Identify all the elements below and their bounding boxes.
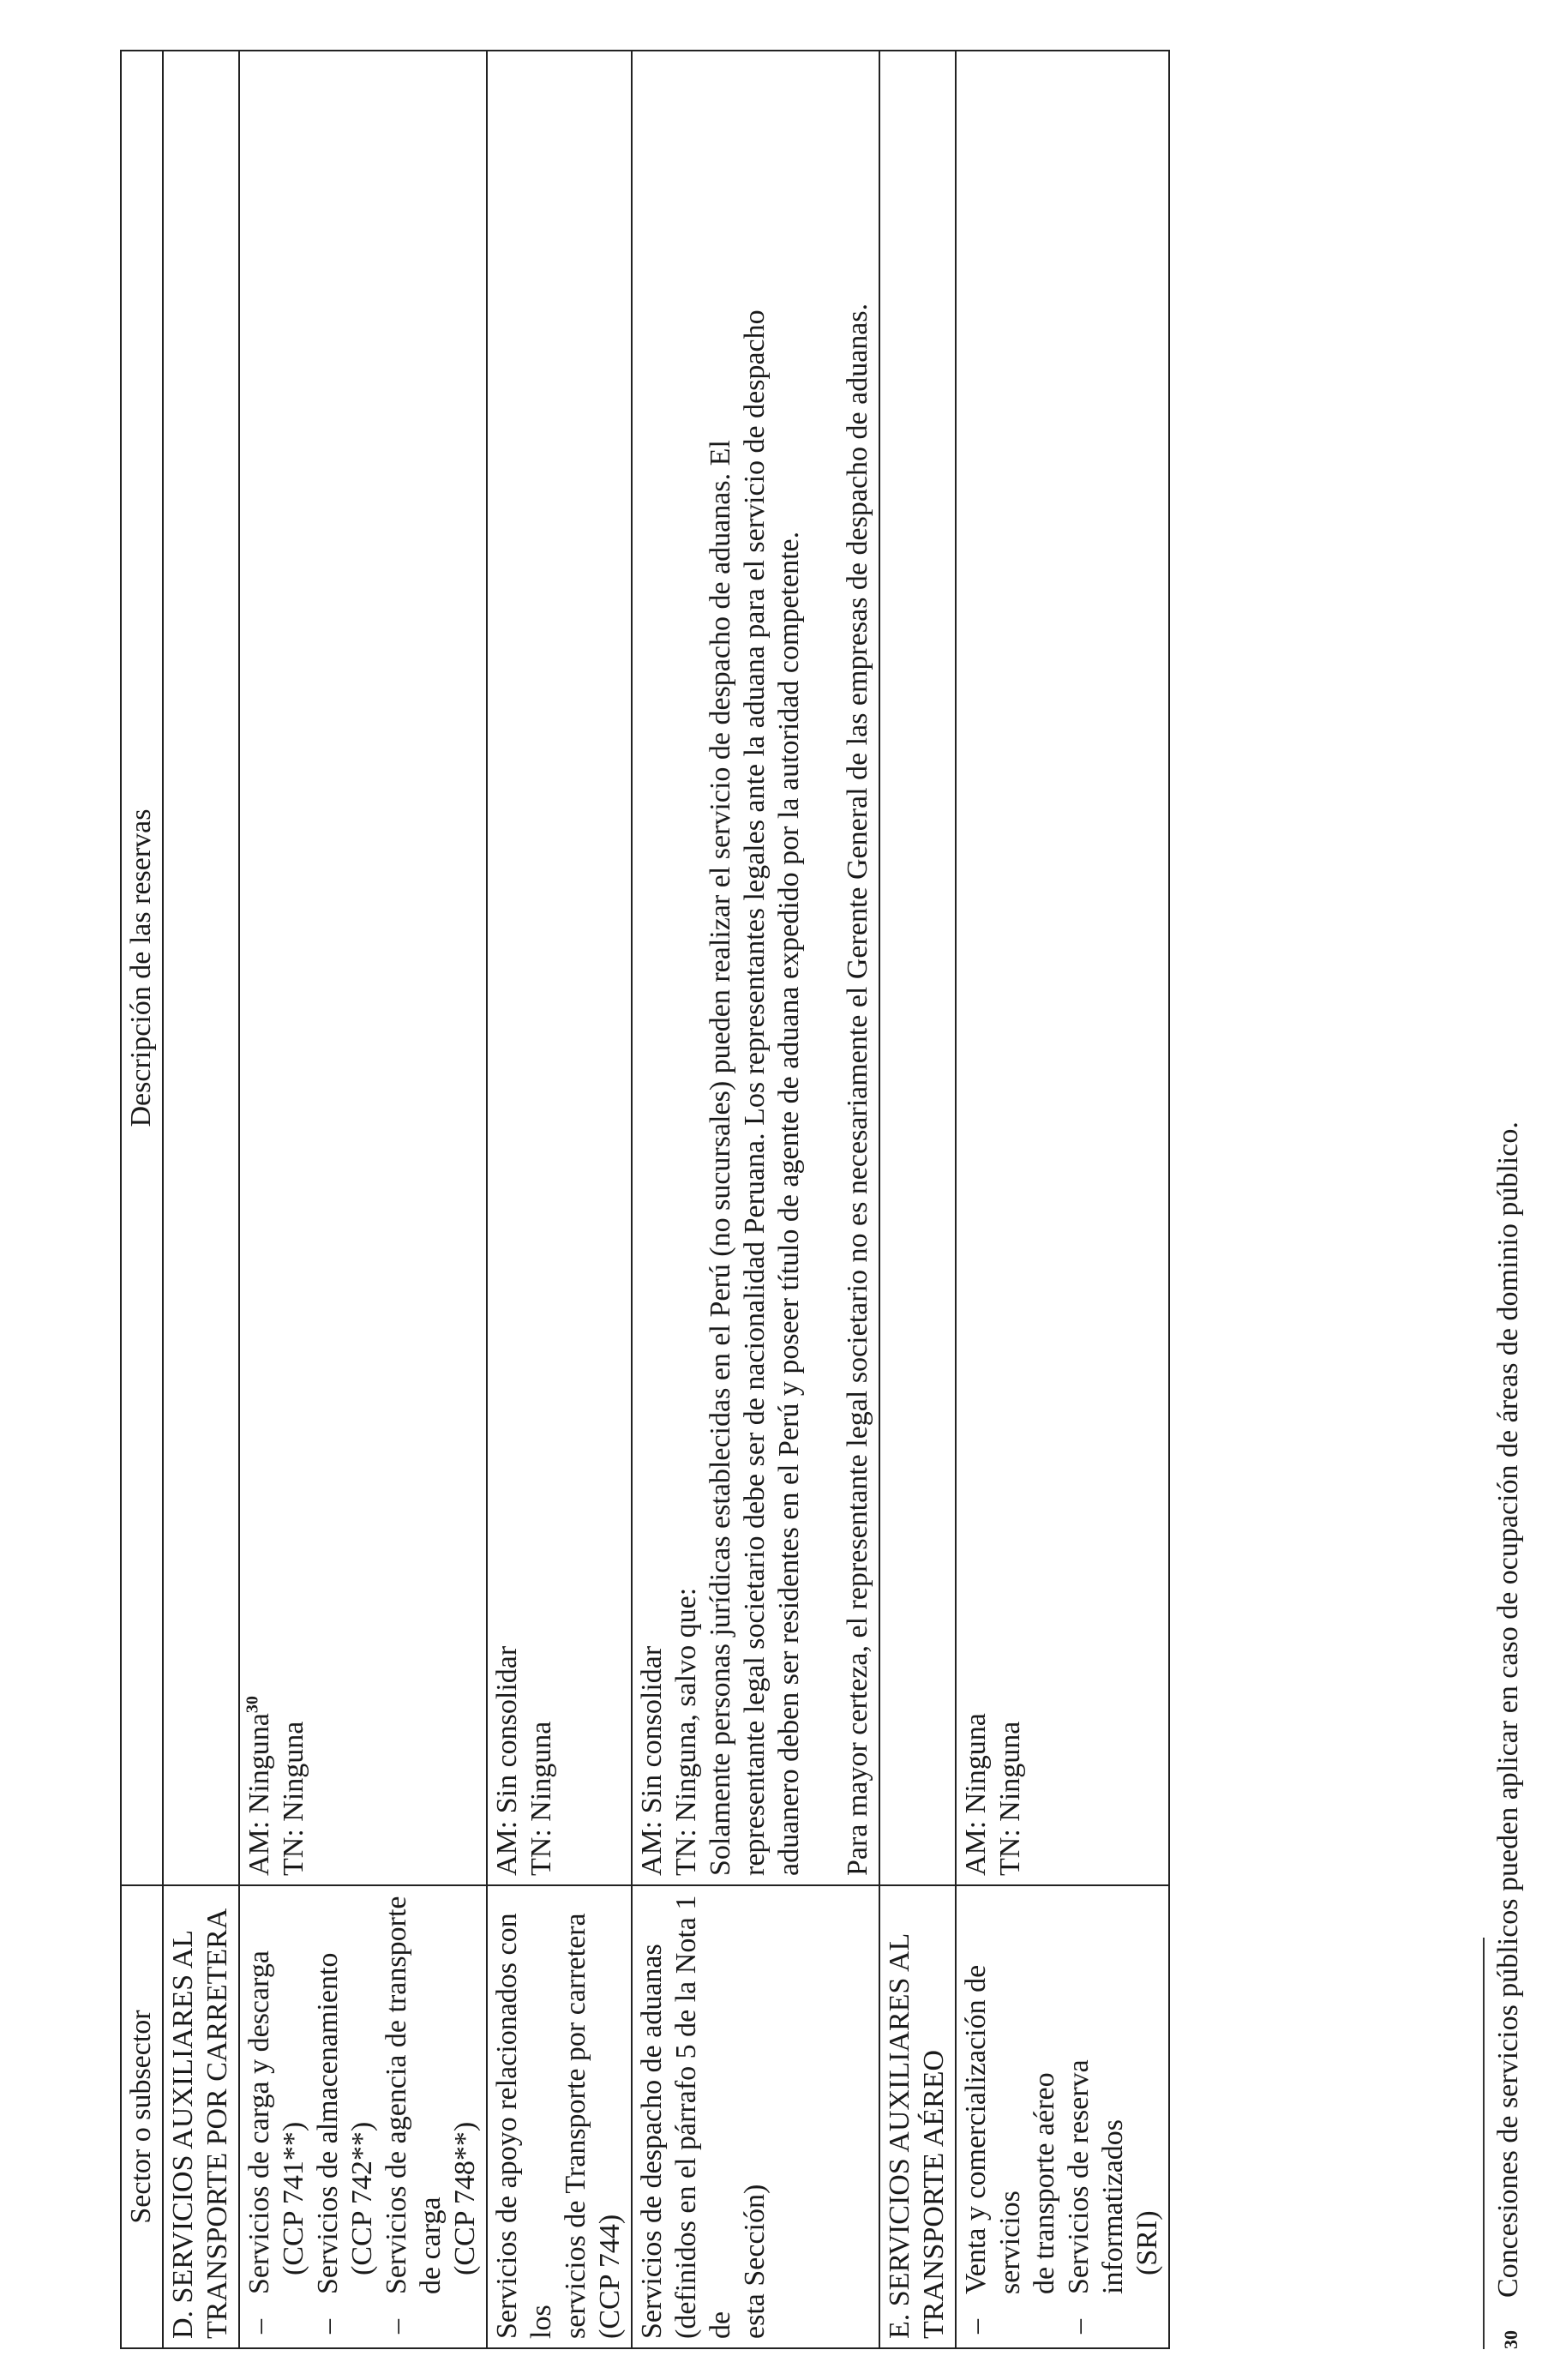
am-value: AM: Sin consolidar — [491, 1645, 523, 1876]
list-item — [959, 1895, 1062, 2339]
item-code: (SRI) — [1131, 2210, 1163, 2275]
list-item — [311, 1895, 380, 2339]
section-e-title-line2: TRANSPORTE AÉREO — [918, 2049, 950, 2339]
row3-description — [632, 51, 879, 1885]
table-row — [632, 51, 879, 2348]
row4-description — [956, 51, 1169, 1885]
header-descripcion: Descripción de las reservas — [121, 51, 163, 1885]
tn-value: TN: Ninguna — [994, 1721, 1026, 1876]
row2-description — [487, 51, 632, 1885]
table-row — [487, 51, 632, 2348]
row1-description — [239, 51, 487, 1885]
section-e-title-line1: E. SERVICIOS AUXILIARES AL — [884, 1932, 915, 2339]
item-text: Servicios de almacenamiento — [312, 1952, 344, 2294]
row4-sector — [956, 1885, 1169, 2348]
dash-bullet: – — [960, 2319, 992, 2334]
tn-value: TN: Ninguna — [525, 1721, 557, 1876]
reservations-table — [120, 50, 1170, 2349]
sector-line: (definidos en el párrafo 5 de la Nota 1 de — [670, 1895, 736, 2339]
row3-sector — [632, 1885, 879, 2348]
dash-bullet: – — [1063, 2319, 1095, 2334]
list-item — [243, 1895, 311, 2339]
table-row — [956, 51, 1169, 2348]
item-text: de transporte aéreo — [1029, 2072, 1060, 2294]
sector-line: Servicios de despacho de aduanas — [636, 1944, 668, 2339]
footnote-number: 30 — [1500, 2330, 1521, 2349]
header-sector: Sector o subsector — [121, 1885, 163, 2348]
item-text: Venta y comercialización de servicios — [960, 1964, 1026, 2294]
dash-bullet: – — [243, 2319, 275, 2334]
sector-line: servicios de Transporte por carretera — [560, 1913, 591, 2339]
row1-sector — [239, 1885, 487, 2348]
item-text: Servicios de agencia de transporte de carga — [381, 1896, 447, 2294]
section-d-title — [163, 1885, 239, 2348]
footnote-text: Concesiones de servicios públicos pueden aplicar en caso de ocupación de áreas de dominio público. — [1492, 1121, 1524, 2298]
row2-sector — [487, 1885, 632, 2348]
tn-value: TN: Ninguna, salvo que: — [670, 1587, 702, 1876]
description-line: representante legal societario debe ser de nacionalidad Peruana. Los representantes legales ante la aduana para el servicio de despacho — [739, 310, 771, 1876]
rotated-table-container — [120, 51, 1163, 2349]
footnote-rule — [1483, 1938, 1485, 2349]
section-e-row — [879, 51, 956, 2348]
dash-bullet: – — [312, 2319, 344, 2334]
section-d-row — [163, 51, 239, 2348]
section-d-title-line1: D. SERVICIOS AUXILIARES AL — [167, 1929, 199, 2339]
dash-bullet: – — [381, 2319, 412, 2334]
sector-line: (CCP 744) — [594, 2214, 626, 2339]
tn-value: TN: Ninguna — [278, 1721, 309, 1876]
paragraph-gap — [807, 60, 841, 1876]
am-value: AM: Ninguna — [243, 1713, 275, 1876]
item-code: (CCP 742**) — [346, 2121, 378, 2275]
description-line: aduanero deben ser residentes en el Perú y poseer título de agente de aduana expedido por la autoridad competente. — [773, 531, 805, 1876]
section-e-description — [879, 51, 956, 1885]
footnote — [1483, 892, 1534, 2349]
description-line: Solamente personas jurídicas establecidas en el Perú (no sucursales) pueden realizar el servicio de despacho de aduanas. El — [705, 440, 736, 1876]
section-e-title — [879, 1885, 956, 2348]
list-item — [380, 1895, 483, 2339]
item-text: Servicios de reserva informatizados — [1063, 2059, 1129, 2294]
am-value: AM: Sin consolidar — [636, 1645, 668, 1876]
section-d-title-line2: TRANSPORTE POR CARRETERA — [201, 1908, 233, 2339]
item-text: Servicios de carga y descarga — [243, 1950, 275, 2294]
section-d-description — [163, 51, 239, 1885]
footnote-ref: 30 — [243, 1696, 262, 1714]
sector-line: esta Sección) — [739, 2184, 771, 2339]
description-note: Para mayor certeza, el representante legal societario no es necesariamente el Gerente General de las empresas de despacho de aduanas. — [842, 303, 873, 1876]
list-item — [1062, 1895, 1165, 2339]
am-value: AM: Ninguna — [960, 1713, 992, 1876]
table-row — [239, 51, 487, 2348]
item-code: (CCP 748**) — [449, 2121, 481, 2275]
table-header-row — [121, 51, 163, 2348]
item-code: (CCP 741**) — [278, 2121, 309, 2275]
sector-line: Servicios de apoyo relacionados con los — [491, 1913, 557, 2339]
